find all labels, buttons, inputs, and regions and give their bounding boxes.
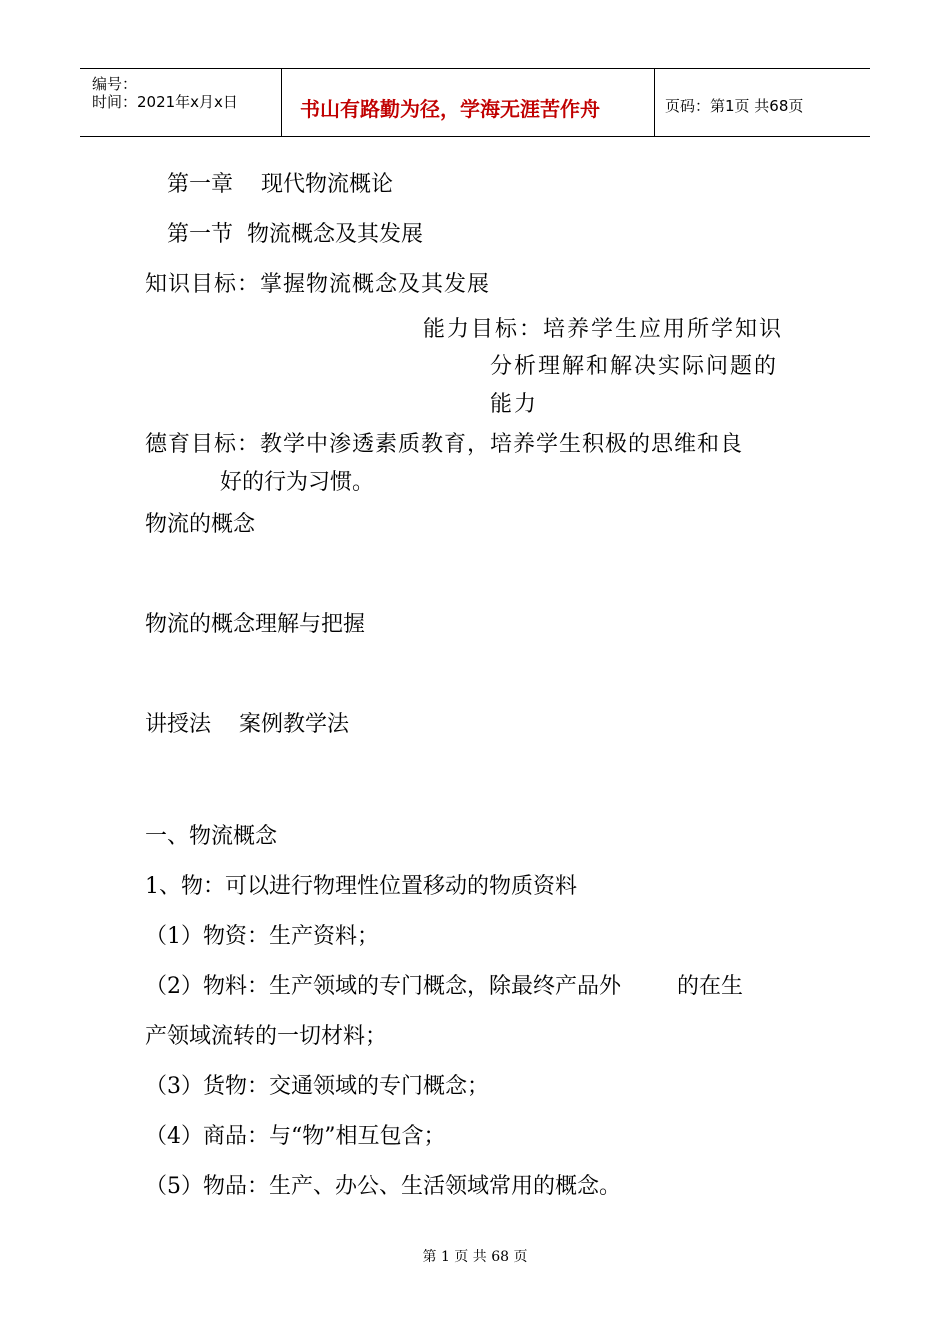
sub-item-3: （3）货物：交通领域的专门概念； — [145, 1074, 489, 1099]
doc-number-label: 编号： — [92, 75, 138, 93]
header-info-cell — [80, 69, 282, 136]
page-footer: 第 1 页 共 68 页 — [422, 1249, 528, 1265]
ability-goal-line-1: 能力目标：培养学生应用所学知识 — [423, 317, 784, 342]
sub-item-2-line-1: （2）物料：生产领域的专门概念，除最终产品外 的在生 — [145, 974, 743, 999]
header-motto-cell — [282, 69, 655, 136]
chapter-title: 第一章 现代物流概论 — [167, 172, 393, 197]
difficulty: 物流的概念理解与把握 — [145, 612, 366, 637]
header-page-cell — [655, 69, 870, 136]
item-1: 1、物：可以进行物理性位置移动的物质资料 — [145, 874, 577, 899]
key-point: 物流的概念 — [145, 512, 256, 537]
knowledge-goal: 知识目标：掌握物流概念及其发展 — [145, 272, 491, 297]
header-motto: 书山有路勤为径，学海无涯苦作舟 — [300, 97, 600, 121]
sub-item-4: （4）商品：与“物”相互包含； — [145, 1124, 446, 1149]
doc-date-label: 时间：2021年x月x日 — [92, 93, 238, 111]
ability-goal-line-3: 能力 — [490, 392, 539, 417]
heading-logistics-concept: 一、物流概念 — [145, 824, 278, 849]
sub-item-1: （1）物资：生产资料； — [145, 924, 379, 949]
sub-item-5: （5）物品：生产、办公、生活领域常用的概念。 — [145, 1174, 621, 1199]
moral-goal-line-1: 德育目标：教学中渗透素质教育，培养学生积极的思维和良 — [145, 432, 744, 457]
ability-goal-line-2: 分析理解和解决实际问题的 — [490, 354, 779, 379]
sub-item-2-line-2: 产领域流转的一切材料； — [145, 1024, 388, 1049]
header-page-info: 页码：第1页 共68页 — [665, 97, 804, 115]
moral-goal-line-2: 好的行为习惯。 — [220, 470, 375, 495]
page-header — [80, 68, 870, 137]
section-title: 第一节 物流概念及其发展 — [167, 222, 423, 247]
teaching-method: 讲授法 案例教学法 — [145, 712, 349, 737]
